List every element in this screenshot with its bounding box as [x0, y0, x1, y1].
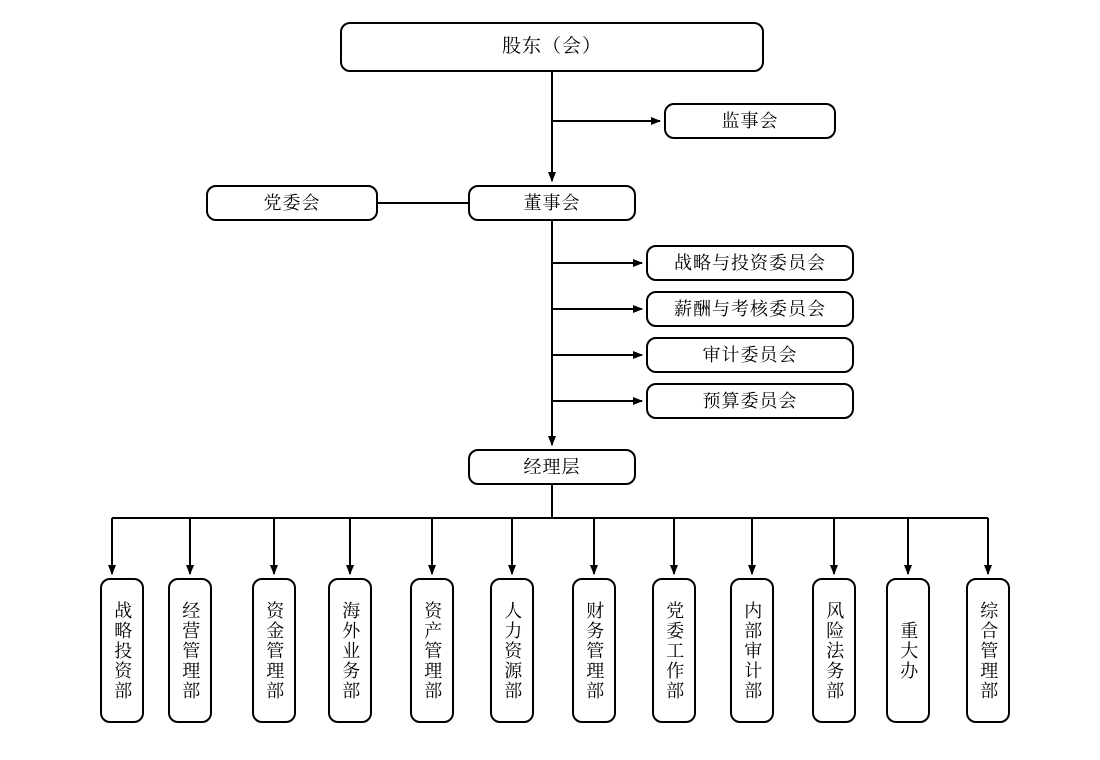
node-manager-level[interactable] [468, 449, 636, 485]
node-dept-overseas-business[interactable] [328, 578, 372, 723]
node-dept-major-affairs[interactable] [886, 578, 930, 723]
node-dept-party-committee-work-label: 党委工作部 [664, 600, 685, 701]
node-supervisory-board-label: 监事会 [721, 110, 779, 131]
node-audit-committee-label: 审计委员会 [702, 344, 798, 365]
node-budget-committee-label: 预算委员会 [702, 390, 798, 411]
node-dept-party-committee-work[interactable] [652, 578, 696, 723]
node-remuneration-assessment-committee-label: 薪酬与考核委员会 [674, 298, 826, 319]
node-dept-overseas-business-label: 海外业务部 [340, 600, 361, 701]
node-dept-fund-management-label: 资金管理部 [264, 600, 285, 701]
node-dept-financial-management-label: 财务管理部 [584, 600, 605, 701]
node-dept-risk-legal[interactable] [812, 578, 856, 723]
node-dept-general-management[interactable] [966, 578, 1010, 723]
node-dept-strategy-investment-label: 战略投资部 [112, 600, 133, 701]
node-dept-internal-audit-label: 内部审计部 [742, 600, 763, 701]
node-board-of-directors[interactable] [468, 185, 636, 221]
node-strategy-investment-committee[interactable] [646, 245, 854, 281]
node-dept-human-resources-label: 人力资源部 [502, 600, 523, 701]
node-dept-major-affairs-label: 重大办 [898, 620, 919, 681]
node-party-committee-label: 党委会 [263, 192, 321, 213]
node-remuneration-assessment-committee[interactable] [646, 291, 854, 327]
node-dept-financial-management[interactable] [572, 578, 616, 723]
node-dept-operation-management[interactable] [168, 578, 212, 723]
node-dept-risk-legal-label: 风险法务部 [824, 600, 845, 701]
node-shareholders[interactable] [340, 22, 764, 72]
node-budget-committee[interactable] [646, 383, 854, 419]
node-party-committee[interactable] [206, 185, 378, 221]
node-dept-human-resources[interactable] [490, 578, 534, 723]
node-audit-committee[interactable] [646, 337, 854, 373]
node-strategy-investment-committee-label: 战略与投资委员会 [674, 252, 826, 273]
node-dept-asset-management[interactable] [410, 578, 454, 723]
node-manager-level-label: 经理层 [523, 456, 581, 477]
node-dept-asset-management-label: 资产管理部 [422, 600, 443, 701]
node-supervisory-board[interactable] [664, 103, 836, 139]
node-dept-strategy-investment[interactable] [100, 578, 144, 723]
node-dept-fund-management[interactable] [252, 578, 296, 723]
node-dept-general-management-label: 综合管理部 [978, 600, 999, 701]
node-board-of-directors-label: 董事会 [523, 192, 581, 213]
node-dept-internal-audit[interactable] [730, 578, 774, 723]
node-shareholders-label: 股东（会） [501, 36, 602, 58]
node-dept-operation-management-label: 经营管理部 [180, 600, 201, 701]
